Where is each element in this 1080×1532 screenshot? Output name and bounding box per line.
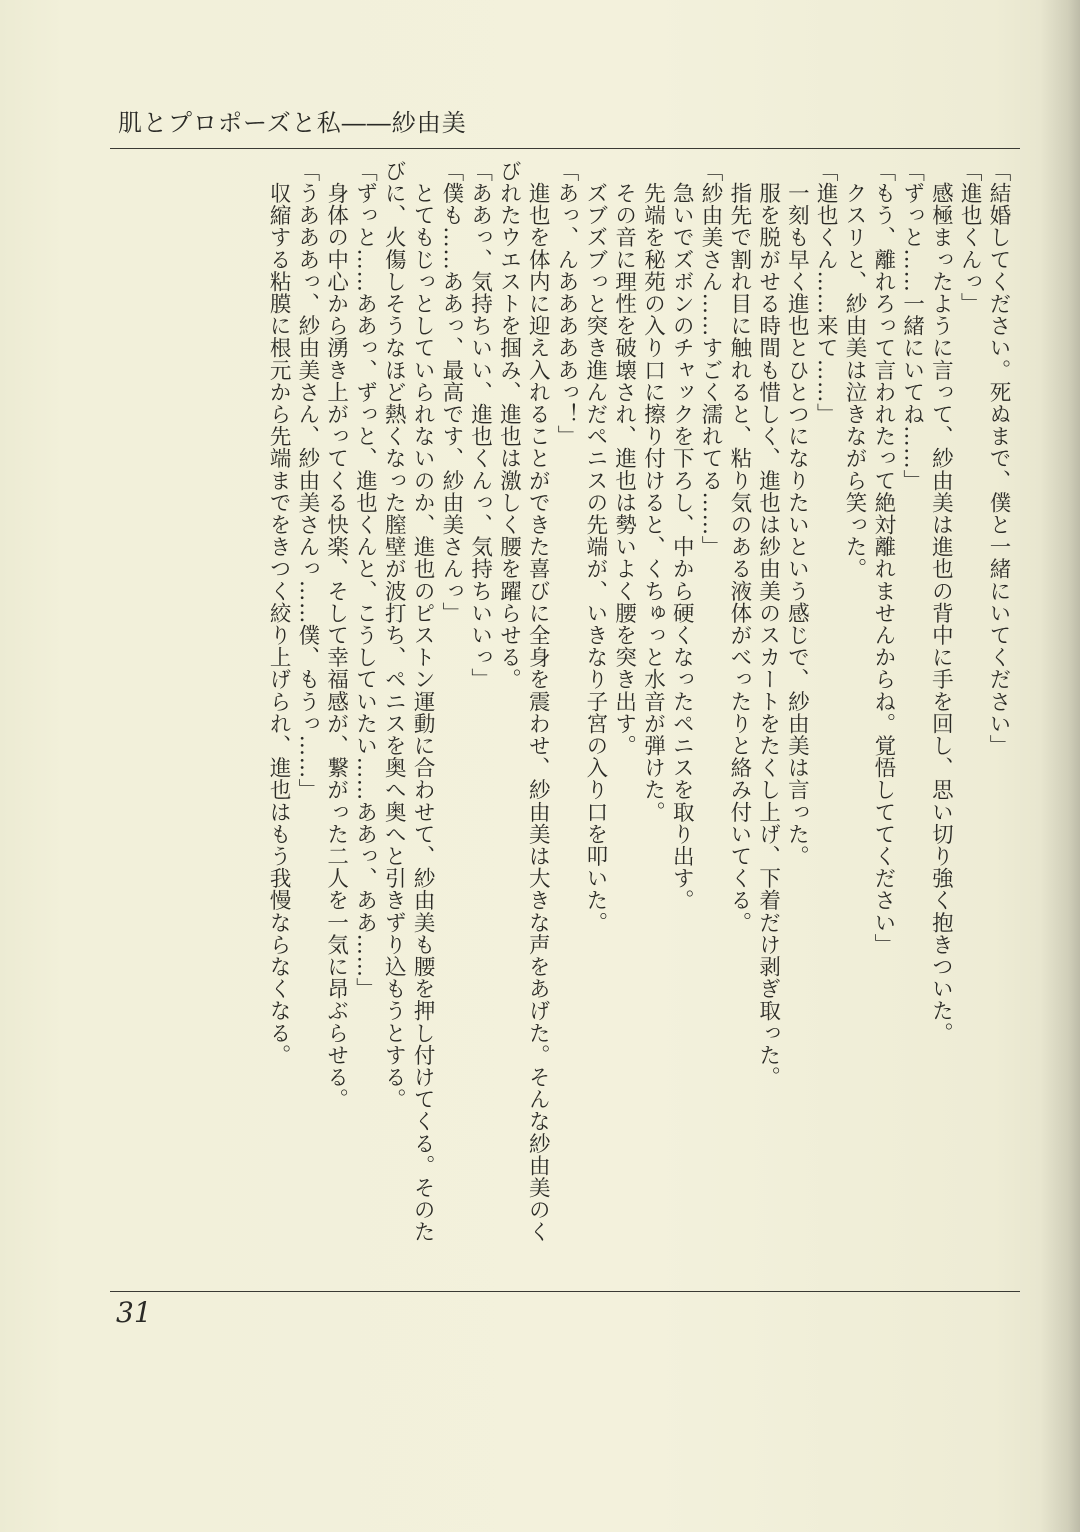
paragraph: 感極まったように言って、紗由美は進也の背中に手を回し、思い切り強く抱きついた。 xyxy=(928,160,954,1044)
running-header-title: 肌とプロポーズと私――紗由美 xyxy=(118,109,467,137)
paragraph: 「紗由美さん……すごく濡れてる……」 xyxy=(698,160,724,558)
paragraph: 「ずっと……ああっ、ずっと、進也くんと、こうしていたい……ああっ、ああ……」 xyxy=(352,160,378,1000)
paragraph: 「もう、離れろって言われたって絶対離れませんからね。覚悟しててください」 xyxy=(870,160,896,956)
paragraph: その音に理性を破壊され、進也は勢いよく腰を突き出す。 xyxy=(611,160,637,757)
vertical-body-text xyxy=(112,160,1012,1260)
paragraph: 急いでズボンのチャックを下ろし、中から硬くなったペニスを取り出す。 xyxy=(669,160,695,912)
paragraph: 身体の中心から湧き上がってくる快楽、そして幸福感が、繋がった二人を一気に昂ぶらせる。 xyxy=(323,160,349,1111)
paragraph: 「あっ、んあああああっ！」 xyxy=(554,160,580,448)
paragraph: ズブズブっと突き進んだペニスの先端が、いきなり子宮の入り口を叩いた。 xyxy=(582,160,608,934)
paragraph: とてもじっとしていられないのか、進也のピストン運動に合わせて、紗由美も腰を押し付けてくる。そのたびに、火傷しそうなほど熱くなった膣壁が波打ち、ペニスを奥へ奥へと引きずり込もうとする。 xyxy=(381,160,436,1243)
paragraph: 進也を体内に迎え入れることができた喜びに全身を震わせ、紗由美は大きな声をあげた。そんな紗由美のくびれたウエストを掴み、進也は激しく腰を躍らせる。 xyxy=(496,160,551,1243)
paragraph: クスリと、紗由美は泣きながら笑った。 xyxy=(842,160,868,580)
paragraph: 一刻も早く進也とひとつになりたいという感じで、紗由美は言った。 xyxy=(784,160,810,868)
paragraph: 先端を秘苑の入り口に擦り付けると、くちゅっと水音が弾けた。 xyxy=(640,160,666,823)
paragraph: 「進也くん……来て……」 xyxy=(813,160,839,426)
paragraph: 「ずっと……一緒にいてね……」 xyxy=(899,160,925,492)
paragraph: 「結婚してください。死ぬまで、僕と一緒にいてください」 xyxy=(986,160,1011,757)
footer-rule xyxy=(110,1291,1020,1292)
page-gutter-shadow xyxy=(1040,0,1080,1532)
paragraph: 「僕も……ああっ、最高です、紗由美さんっ」 xyxy=(438,160,464,625)
paragraph: 「うあああっ、紗由美さん、紗由美さんっ……僕、もうっ……」 xyxy=(294,160,320,801)
paragraph: 「進也くんっ」 xyxy=(957,160,983,315)
paragraph: 収縮する粘膜に根元から先端までをきつく絞り上げられ、進也はもう我慢ならなくなる。 xyxy=(266,160,292,1067)
page-number: 31 xyxy=(116,1296,152,1329)
paragraph: 服を脱がせる時間も惜しく、進也は紗由美のスカートをたくし上げ、下着だけ剥ぎ取った。 xyxy=(755,160,781,1089)
header-rule xyxy=(110,148,1020,149)
paragraph: 「ああっ、気持ちいい、進也くんっ、気持ちいいっ」 xyxy=(467,160,493,691)
paragraph: 指先で割れ目に触れると、粘り気のある液体がべったりと絡み付いてくる。 xyxy=(726,160,752,934)
